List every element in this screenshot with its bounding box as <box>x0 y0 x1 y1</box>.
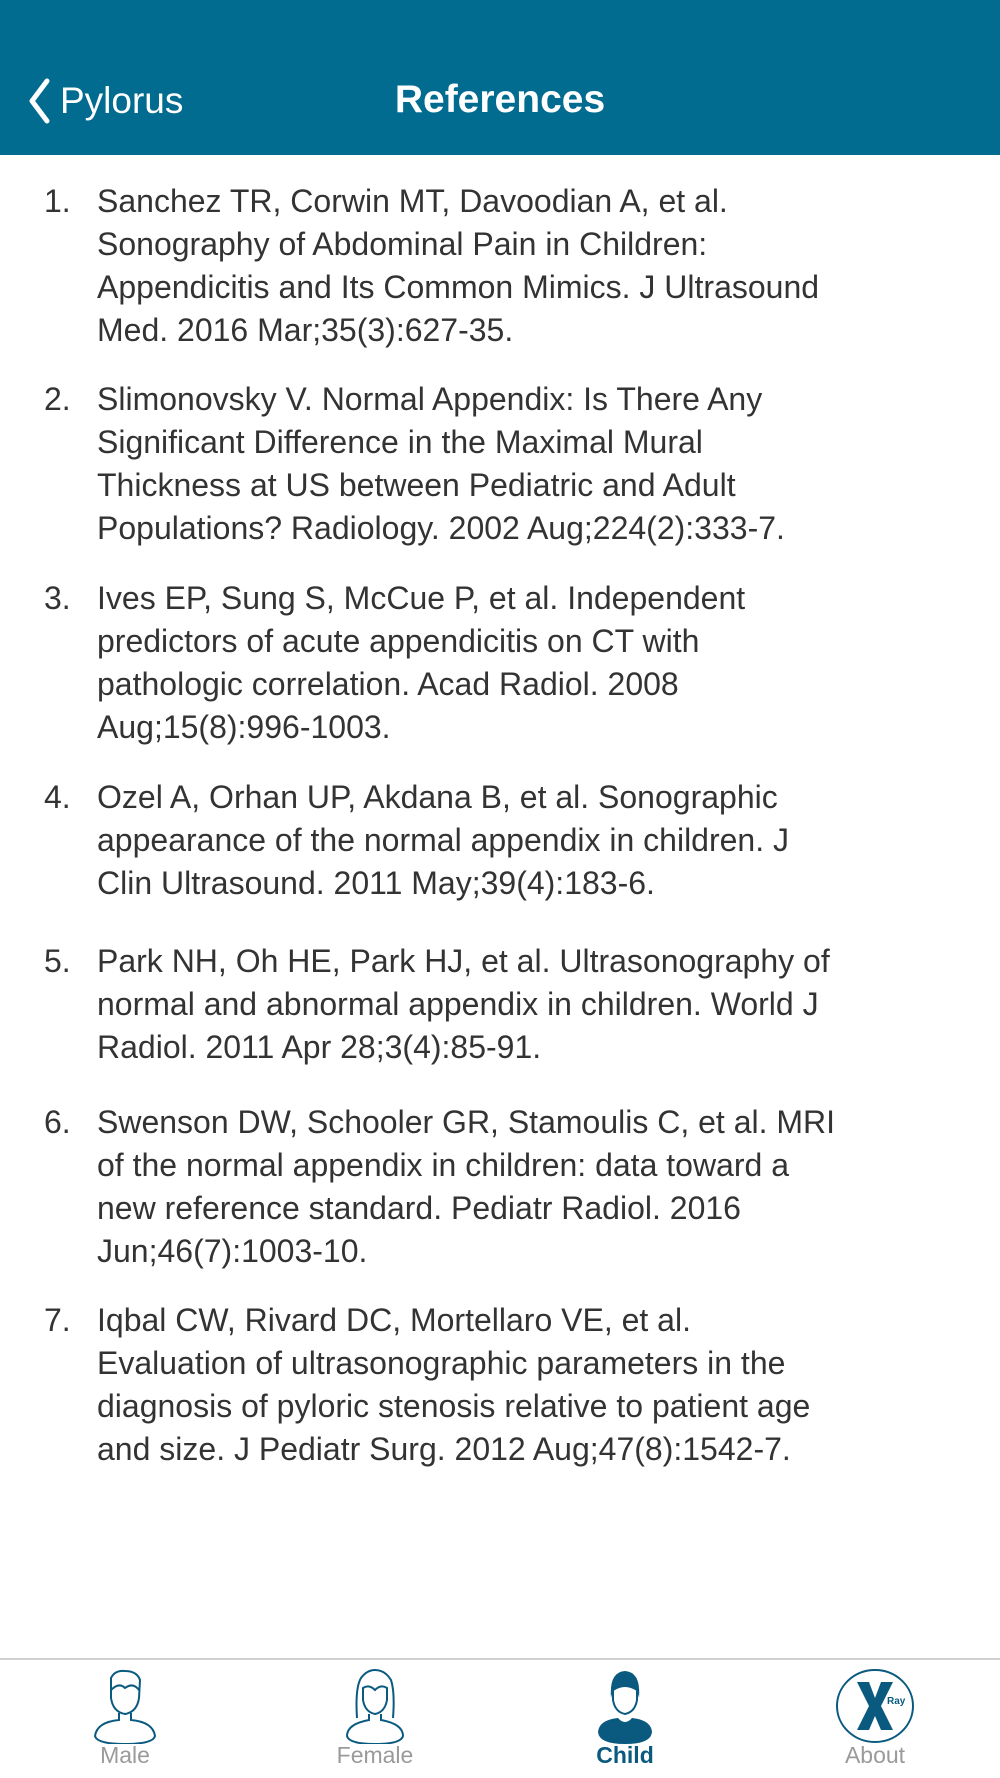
reference-text <box>97 940 830 1069</box>
reference-line: diagnosis of pyloric stenosis relative to patient age <box>97 1388 811 1424</box>
tab-label: Female <box>336 1742 414 1768</box>
reference-line: Jun;46(7):1003-10. <box>97 1233 368 1269</box>
tab-label: Male <box>100 1742 150 1768</box>
reference-line: normal and abnormal appendix in children. World J <box>97 986 819 1022</box>
reference-number: 4. <box>44 779 71 815</box>
reference-line: Sonography of Abdominal Pain in Children: <box>97 226 708 262</box>
navigation-bar <box>0 0 1000 155</box>
reference-number: 5. <box>44 943 71 979</box>
reference-text <box>97 1101 835 1273</box>
reference-line: Sanchez TR, Corwin MT, Davoodian A, et al. <box>97 183 728 219</box>
tab-about[interactable] <box>750 1660 1000 1778</box>
reference-line: Iqbal CW, Rivard DC, Mortellaro VE, et al. <box>97 1302 691 1338</box>
reference-text <box>97 378 785 550</box>
reference-line: Clin Ultrasound. 2011 May;39(4):183-6. <box>97 865 655 901</box>
tab-label: About <box>844 1742 906 1768</box>
reference-text <box>97 577 745 749</box>
female-icon <box>335 1668 415 1744</box>
tab-bar <box>0 1658 1000 1778</box>
tab-female[interactable] <box>250 1660 500 1778</box>
reference-line: Ives EP, Sung S, McCue P, et al. Independent <box>97 580 746 616</box>
reference-line: Evaluation of ultrasonographic parameters in the <box>97 1345 786 1381</box>
reference-line: new reference standard. Pediatr Radiol. 2016 <box>97 1190 741 1226</box>
reference-line: predictors of acute appendicitis on CT with <box>97 623 700 659</box>
reference-line: Populations? Radiology. 2002 Aug;224(2):333-7. <box>97 510 785 546</box>
reference-line: Ozel A, Orhan UP, Akdana B, et al. Sonographic <box>97 779 778 815</box>
tab-label: Child <box>596 1742 654 1768</box>
reference-line: Slimonovsky V. Normal Appendix: Is There Any <box>97 381 763 417</box>
reference-text <box>97 1299 810 1471</box>
reference-line: Aug;15(8):996-1003. <box>97 709 391 745</box>
tab-male[interactable] <box>0 1660 250 1778</box>
logo-text: Ray <box>887 1696 906 1707</box>
reference-number: 7. <box>44 1302 71 1338</box>
xray-logo-icon <box>835 1668 915 1744</box>
page-title <box>0 78 1000 122</box>
reference-line: pathologic correlation. Acad Radiol. 2008 <box>97 666 679 702</box>
reference-number: 2. <box>44 381 71 417</box>
reference-line: Med. 2016 Mar;35(3):627-35. <box>97 312 514 348</box>
reference-line: Appendicitis and Its Common Mimics. J Ultrasound <box>97 269 820 305</box>
reference-line: Significant Difference in the Maximal Mural <box>97 424 703 460</box>
reference-line: and size. J Pediatr Surg. 2012 Aug;47(8):1542-7. <box>97 1431 791 1467</box>
page-title-text: References <box>394 78 606 121</box>
reference-line: Radiol. 2011 Apr 28;3(4):85-91. <box>97 1029 542 1065</box>
reference-line: of the normal appendix in children: data toward a <box>97 1147 789 1183</box>
reference-number: 1. <box>44 183 71 219</box>
child-icon <box>585 1668 665 1744</box>
reference-line: appearance of the normal appendix in children. J <box>97 822 789 858</box>
reference-line: Park NH, Oh HE, Park HJ, et al. Ultrasonography of <box>97 943 830 979</box>
reference-text <box>97 776 789 905</box>
tab-child[interactable] <box>500 1660 750 1778</box>
reference-line: Swenson DW, Schooler GR, Stamoulis C, et al. MRI <box>97 1104 836 1140</box>
back-label: Pylorus <box>60 80 184 121</box>
reference-text <box>97 180 819 352</box>
reference-number: 6. <box>44 1104 71 1140</box>
reference-line: Thickness at US between Pediatric and Adult <box>97 467 736 503</box>
reference-number: 3. <box>44 580 71 616</box>
male-icon <box>85 1668 165 1744</box>
